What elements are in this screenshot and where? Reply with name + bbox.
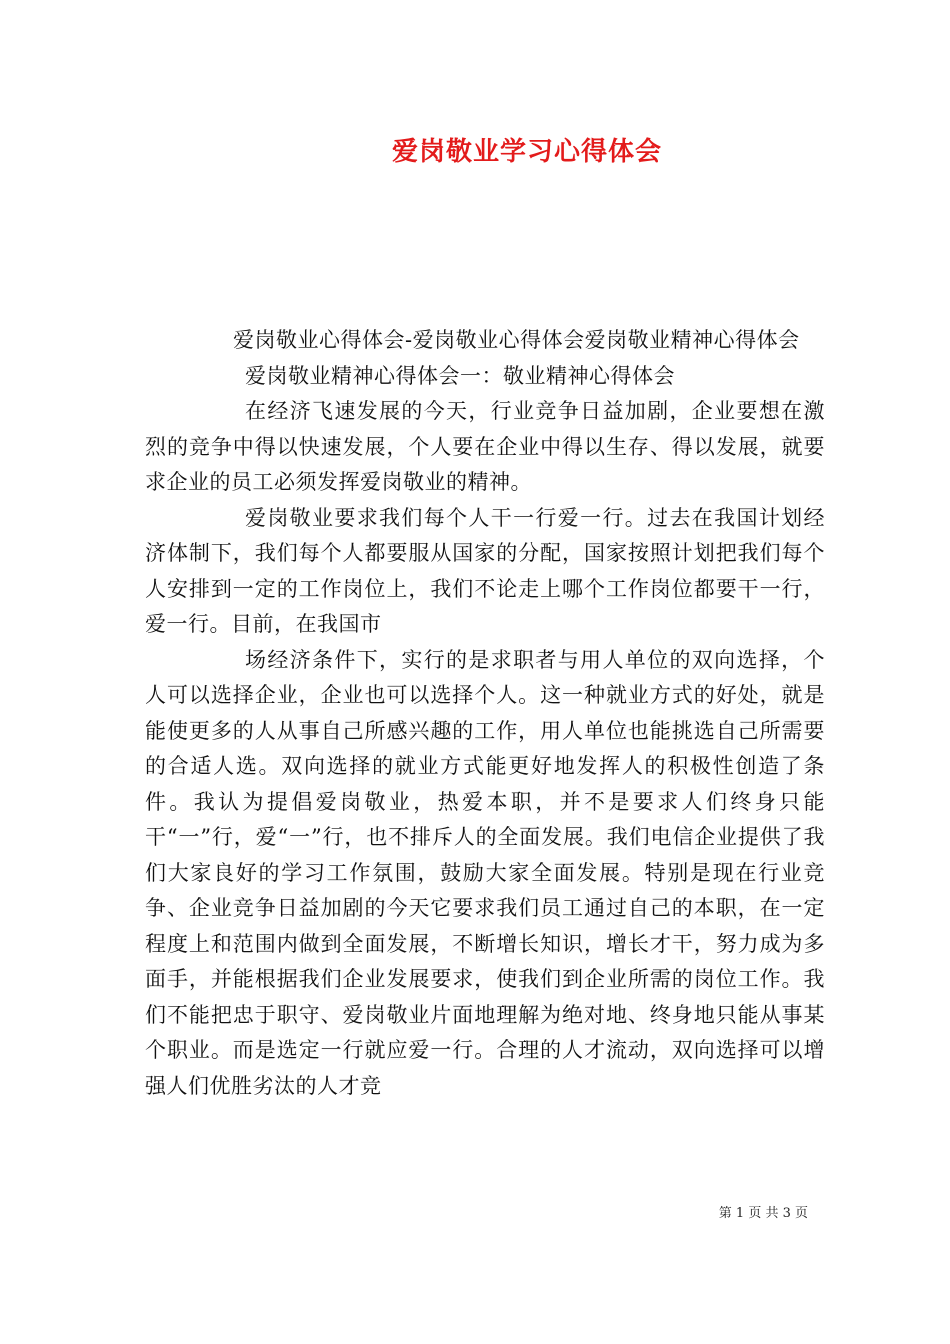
document-body (145, 323, 825, 1104)
paragraph-intro: 在经济飞速发展的今天，行业竞争日益加剧，企业要想在激烈的竞争中得以快速发展，个人要在企业中得以生存、得以发展，就要求企业的员工必须发挥爱岗敬业的精神。 (145, 399, 825, 494)
paragraph-market-economy: 场经济条件下，实行的是求职者与用人单位的双向选择，个人可以选择企业，企业也可以选择个人。这一种就业方式的好处，就是能使更多的人从事自己所感兴趣的工作，用人单位也能挑选自己所需要的合适人选。双向选择的就业方式能更好地发挥人的积极性创造了条件。我认为提倡爱岗敬业，热爱本职，并不是要求人们终身只能干“一”行，爱“一”行，也不排斥人的全面发展。我们电信企业提供了我们大家良好的学习工作氛围，鼓励大家全面发展。特别是现在行业竞争、企业竞争日益加剧的今天它要求我们员工通过自己的本职，在一定程度上和范围内做到全面发展，不断增长知识，增长才干，努力成为多面手，并能根据我们企业发展要求，使我们到企业所需的岗位工作。我们不能把忠于职守、爱岗敬业片面地理解为绝对地、终身地只能从事某个职业。而是选定一行就应爱一行。合理的人才流动，双向选择可以增强人们优胜劣汰的人才竞 (145, 647, 825, 1098)
paragraph-love-job: 爱岗敬业要求我们每个人干一行爱一行。过去在我国计划经济体制下，我们每个人都要服从国家的分配，国家按照计划把我们每个人安排到一定的工作岗位上，我们不论走上哪个工作岗位都要干一行，爱一行。目前，在我国市 (145, 505, 825, 636)
document-title: 爱岗敬业学习心得体会 (391, 137, 662, 167)
page-number-footer: 第 1 页 共 3 页 (718, 1206, 808, 1221)
paragraph-heading: 爱岗敬业精神心得体会一：敬业精神心得体会 (245, 363, 675, 388)
paragraph-subtitle: 爱岗敬业心得体会-爱岗敬业心得体会爱岗敬业精神心得体会 (233, 328, 800, 352)
